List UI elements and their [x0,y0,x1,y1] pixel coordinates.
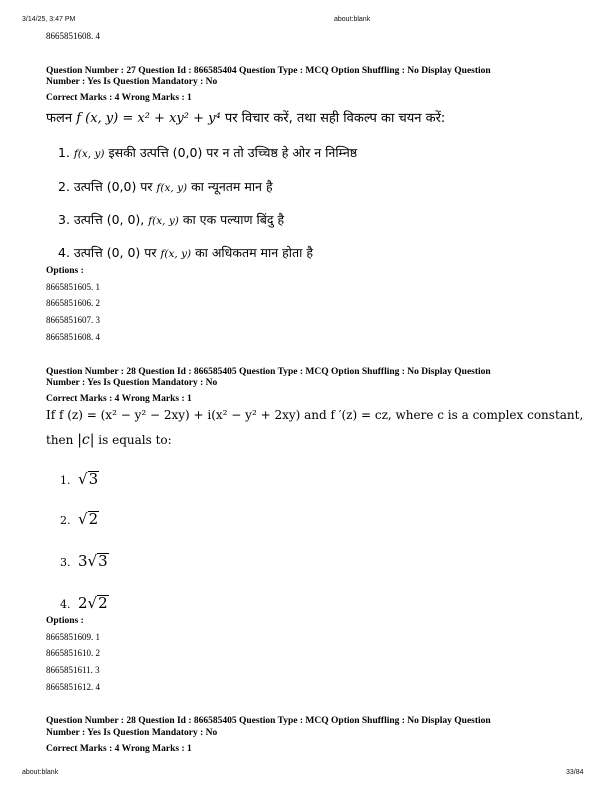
question-meta-line1: Question Number : 28 Question Id : 866585405 Question Type : MCQ Option Shuffling : No Display Question [46,367,491,377]
option-text-pre: उत्पत्ति (0, 0), [73,212,149,227]
option-math: f(x, y) [73,148,105,160]
answer-option-2 [58,178,273,195]
option-math: f(x, y) [156,182,188,194]
answer-option-3 [60,552,109,570]
stem-text-pre: then [46,433,78,447]
print-title: about:blank [334,16,371,23]
options-label: Options : [46,616,84,626]
answer-option-1 [60,470,99,488]
option-math: f(x, y) [160,248,192,260]
options-label: Options : [46,266,84,276]
question-meta-line2: Number : Yes Is Question Mandatory : No [46,728,218,738]
question-meta-line1: Question Number : 28 Question Id : 866585405 Question Type : MCQ Option Shuffling : No Display Question [46,716,491,726]
question-marks: Correct Marks : 4 Wrong Marks : 1 [46,394,192,404]
question-stem-line1: If f (z) = (x² − y² − 2xy) + i(x² − y² + 2xy) and f ′(z) = cz, where c is a complex constant, [46,408,584,422]
option-radicand: 3 [88,470,99,488]
option-id: 8665851608. 4 [46,332,100,342]
print-datetime: 3/14/25, 3:47 PM [22,16,76,23]
print-footer-url: about:blank [22,769,59,776]
stem-math: |c| [77,432,95,448]
option-number: 2. [58,179,74,194]
question-marks: Correct Marks : 4 Wrong Marks : 1 [46,93,192,103]
option-math: 3√3 [78,552,108,570]
option-id: 8665851607. 3 [46,315,100,325]
question-stem [46,108,445,126]
option-id: 8665851606. 2 [46,298,100,308]
question-meta-line2: Number : Yes Is Question Mandatory : No [46,77,218,87]
option-number: 4. [58,245,74,260]
option-id: 8665851610. 2 [46,648,100,658]
option-text: का न्यूनतम मान है [187,179,273,194]
option-text-pre: उत्पत्ति (0,0) पर [73,179,157,194]
answer-option-4 [60,594,109,612]
answer-option-3 [58,211,284,228]
option-id: 8665851608. 4 [46,31,100,41]
option-coefficient: 2 [78,594,88,612]
option-id: 8665851605. 1 [46,282,100,292]
option-coefficient: 3 [78,552,88,570]
option-radicand: 3 [98,552,108,570]
option-math: √2 [78,510,99,528]
option-radicand: 2 [98,594,108,612]
question-stem-line2 [46,432,172,448]
question-meta-line2: Number : Yes Is Question Mandatory : No [46,378,218,388]
option-id: 8665851611. 3 [46,665,100,675]
option-id: 8665851609. 1 [46,632,100,642]
stem-text-pre: फलन [46,111,77,126]
option-math: √3 [78,470,99,488]
stem-text-post: पर विचार करें, तथा सही विकल्प का चयन करें: [220,111,446,126]
option-math: 2√2 [78,594,108,612]
option-text-pre: उत्पत्ति (0, 0) पर [73,245,161,260]
option-text: का एक पल्याण बिंदु है [178,212,285,227]
stem-text-post: is equals to: [94,433,172,447]
option-number: 4. [60,598,71,611]
question-marks: Correct Marks : 4 Wrong Marks : 1 [46,744,192,754]
answer-option-2 [60,510,99,528]
option-number: 2. [60,514,71,527]
option-radicand: 2 [88,510,99,528]
print-page-number: 33/84 [566,769,584,776]
option-number: 3. [60,556,71,569]
option-id: 8665851612. 4 [46,682,100,692]
stem-math: f (x, y) = x² + xy² + y⁴ [76,111,221,126]
option-number: 1. [58,145,74,160]
option-math: f(x, y) [148,215,179,227]
option-number: 3. [58,212,74,227]
answer-option-4 [58,244,313,261]
option-number: 1. [60,474,71,487]
option-text: का अधिकतम मान होता है [191,245,313,260]
question-meta-line1: Question Number : 27 Question Id : 866585404 Question Type : MCQ Option Shuffling : No Display Question [46,66,491,76]
answer-option-1 [58,144,357,161]
option-text: इसकी उत्पत्ति (0,0) पर न तो उच्चिष्ठ हे ओर न निम्निष्ठ [104,145,358,160]
